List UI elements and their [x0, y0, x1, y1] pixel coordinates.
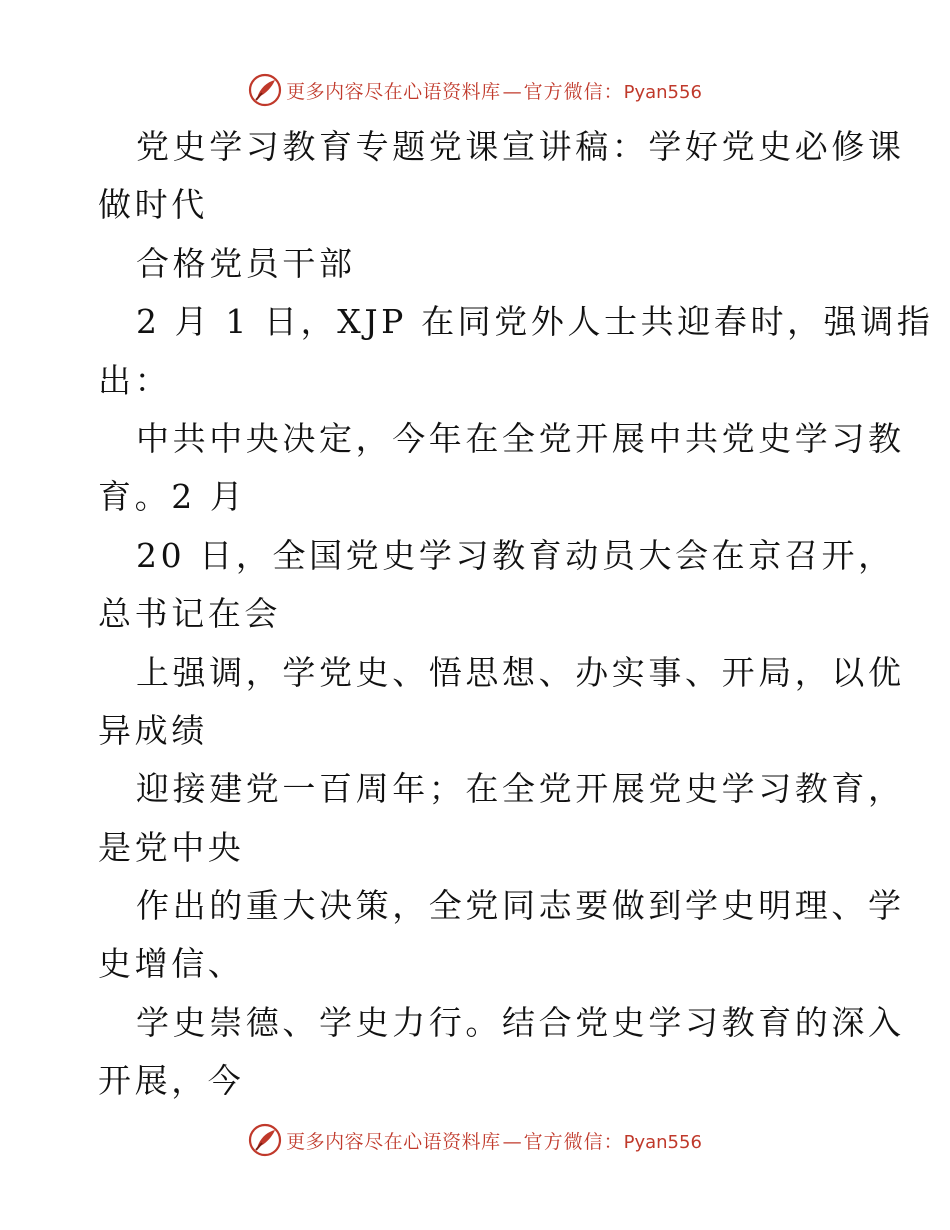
doc-line: 是党中央 — [98, 827, 245, 867]
doc-line: 异成绩 — [98, 710, 208, 750]
doc-line: 迎接建党一百周年；在全党开展党史学习教育， — [136, 769, 905, 809]
doc-line: 做时代 — [98, 185, 208, 225]
doc-line: 史增信、 — [98, 944, 245, 984]
doc-line: 党史学习教育专题党课宣讲稿：学好党史必修课 — [136, 127, 905, 166]
doc-line: 合格党员干部 — [136, 243, 356, 283]
watermark-dash: — — [502, 1130, 522, 1153]
doc-line: 总书记在会 — [98, 594, 281, 634]
doc-line: 开展，今 — [98, 1061, 245, 1101]
doc-line: 上强调，学党史、悟思想、办实事、开局，以优 — [136, 652, 905, 692]
doc-line: 学史崇德、学史力行。结合党史学习教育的深入 — [136, 1002, 905, 1042]
watermark-dash: — — [502, 80, 522, 103]
doc-line: 出： — [98, 360, 172, 400]
doc-line: 2 月 1 日，XJP 在同党外人士共迎春时，强调指 — [136, 302, 934, 342]
watermark-brand: 更多内容尽在心语资料库 — [286, 80, 501, 103]
document-body — [98, 118, 934, 1111]
feather-pen-logo-icon — [248, 1123, 282, 1157]
header-watermark-banner — [0, 70, 950, 110]
watermark-label: 官方微信： — [523, 80, 624, 103]
watermark-label: 官方微信： — [523, 1130, 624, 1153]
doc-line: 中共中央决定，今年在全党开展中共党史学习教 — [136, 418, 905, 458]
watermark-text — [286, 77, 702, 104]
watermark-brand: 更多内容尽在心语资料库 — [286, 1130, 501, 1153]
feather-pen-logo-icon — [248, 73, 282, 107]
footer-watermark-banner — [0, 1120, 950, 1160]
doc-line: 作出的重大决策，全党同志要做到学史明理、学 — [136, 886, 905, 926]
doc-line: 育。2 月 — [98, 477, 247, 517]
watermark-wechat-id: Pyan556 — [623, 81, 702, 103]
doc-line: 20 日，全国党史学习教育动员大会在京召开， — [136, 535, 895, 575]
watermark-text — [286, 1127, 702, 1154]
watermark-wechat-id: Pyan556 — [623, 1131, 702, 1153]
